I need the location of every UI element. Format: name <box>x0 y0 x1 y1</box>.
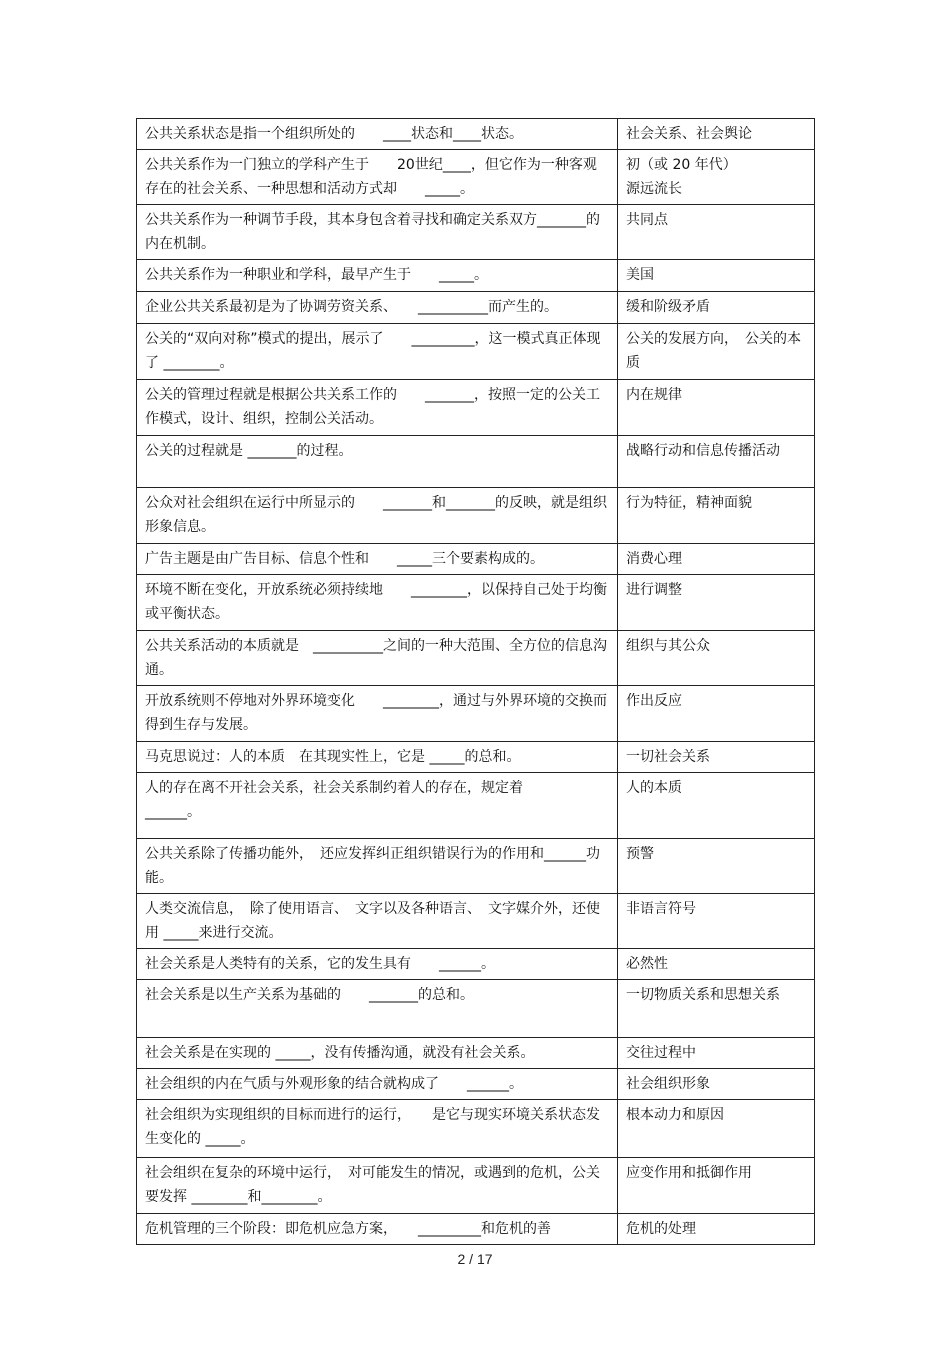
answer-cell: 预警 <box>618 839 815 894</box>
table-row <box>137 1038 815 1069</box>
table-row <box>137 575 815 631</box>
question-cell: 社会关系是人类特有的关系，它的发生具有 ______。 <box>137 949 618 980</box>
question-cell: 公关的管理过程就是根据公共关系工作的 _______，按照一定的公关工作模式，设计、组织，控制公关活动。 <box>137 380 618 436</box>
answer-cell: 内在规律 <box>618 380 815 436</box>
qa-table <box>136 118 815 1245</box>
table-row <box>137 488 815 544</box>
table-row <box>137 1158 815 1214</box>
question-cell: 公关的过程就是 _______的过程。 <box>137 436 618 488</box>
answer-cell: 行为特征，精神面貌 <box>618 488 815 544</box>
answer-cell: 交往过程中 <box>618 1038 815 1069</box>
question-cell: 公共关系作为一种调节手段，其本身包含着寻找和确定关系双方_______的内在机制。 <box>137 205 618 260</box>
table-row <box>137 949 815 980</box>
table-row <box>137 205 815 260</box>
table-row <box>137 150 815 205</box>
answer-cell: 进行调整 <box>618 575 815 631</box>
question-cell: 公共关系除了传播功能外， 还应发挥纠正组织错误行为的作用和______功能。 <box>137 839 618 894</box>
table-row <box>137 544 815 575</box>
table-row <box>137 324 815 380</box>
table-row <box>137 773 815 839</box>
question-cell: 人的存在离不开社会关系，社会关系制约着人的存在，规定着 ______。 <box>137 773 618 839</box>
answer-cell: 社会关系、社会舆论 <box>618 119 815 150</box>
answer-cell: 组织与其公众 <box>618 631 815 686</box>
answer-cell: 根本动力和原因 <box>618 1100 815 1158</box>
answer-cell: 战略行动和信息传播活动 <box>618 436 815 488</box>
answer-cell: 危机的处理 <box>618 1214 815 1245</box>
answer-cell: 一切物质关系和思想关系 <box>618 980 815 1038</box>
question-cell: 公共关系作为一种职业和学科，最早产生于 _____。 <box>137 260 618 292</box>
answer-cell: 必然性 <box>618 949 815 980</box>
answer-cell: 美国 <box>618 260 815 292</box>
answer-cell: 作出反应 <box>618 686 815 742</box>
answer-cell: 一切社会关系 <box>618 742 815 773</box>
question-cell: 社会组织为实现组织的目标而进行的运行， 是它与现实环境关系状态发生变化的 _____。 <box>137 1100 618 1158</box>
question-cell: 公共关系活动的本质就是 __________之间的一种大范围、全方位的信息沟通。 <box>137 631 618 686</box>
answer-cell: 初（或 20 年代） 源远流长 <box>618 150 815 205</box>
question-cell: 社会关系是以生产关系为基础的 _______的总和。 <box>137 980 618 1038</box>
page-number: 2 / 17 <box>457 1251 493 1267</box>
question-cell: 人类交流信息， 除了使用语言、 文字以及各种语言、 文字媒介外，还使用 _____来进行交流。 <box>137 894 618 949</box>
table-row <box>137 260 815 292</box>
question-cell: 社会组织在复杂的环境中运行， 对可能发生的情况，或遇到的危机，公关要发挥 ________和________。 <box>137 1158 618 1214</box>
table-row <box>137 292 815 324</box>
table-row <box>137 1100 815 1158</box>
qa-table-body <box>137 119 815 1245</box>
table-row <box>137 1214 815 1245</box>
question-cell: 社会组织的内在气质与外观形象的结合就构成了 ______。 <box>137 1069 618 1100</box>
question-cell: 社会关系是在实现的 _____，没有传播沟通，就没有社会关系。 <box>137 1038 618 1069</box>
question-cell: 危机管理的三个阶段：即危机应急方案， _________和危机的善 <box>137 1214 618 1245</box>
question-cell: 公众对社会组织在运行中所显示的 _______和_______的反映，就是组织形象信息。 <box>137 488 618 544</box>
table-row <box>137 1069 815 1100</box>
table-row <box>137 686 815 742</box>
table-row <box>137 894 815 949</box>
table-row <box>137 980 815 1038</box>
question-cell: 公共关系作为一门独立的学科产生于 20世纪____，但它作为一种客观存在的社会关系、一种思想和活动方式却 _____。 <box>137 150 618 205</box>
question-cell: 广告主题是由广告目标、信息个性和 _____三个要素构成的。 <box>137 544 618 575</box>
table-row <box>137 631 815 686</box>
question-cell: 开放系统则不停地对外界环境变化 ________，通过与外界环境的交换而得到生存与发展。 <box>137 686 618 742</box>
question-cell: 企业公共关系最初是为了协调劳资关系、 __________而产生的。 <box>137 292 618 324</box>
answer-cell: 缓和阶级矛盾 <box>618 292 815 324</box>
answer-cell: 公关的发展方向， 公关的本质 <box>618 324 815 380</box>
table-row <box>137 436 815 488</box>
answer-cell: 社会组织形象 <box>618 1069 815 1100</box>
table-row <box>137 839 815 894</box>
table-row <box>137 380 815 436</box>
answer-cell: 共同点 <box>618 205 815 260</box>
question-cell: 马克思说过：人的本质 在其现实性上，它是 _____的总和。 <box>137 742 618 773</box>
answer-cell: 非语言符号 <box>618 894 815 949</box>
answer-cell: 人的本质 <box>618 773 815 839</box>
question-cell: 环境不断在变化，开放系统必须持续地 ________，以保持自己处于均衡或平衡状态。 <box>137 575 618 631</box>
answer-cell: 应变作用和抵御作用 <box>618 1158 815 1214</box>
question-cell: 公关的“双向对称”模式的提出，展示了 _________，这一模式真正体现了 ________。 <box>137 324 618 380</box>
table-row <box>137 119 815 150</box>
table-row <box>137 742 815 773</box>
answer-cell: 消费心理 <box>618 544 815 575</box>
question-cell: 公共关系状态是指一个组织所处的 ____状态和____状态。 <box>137 119 618 150</box>
